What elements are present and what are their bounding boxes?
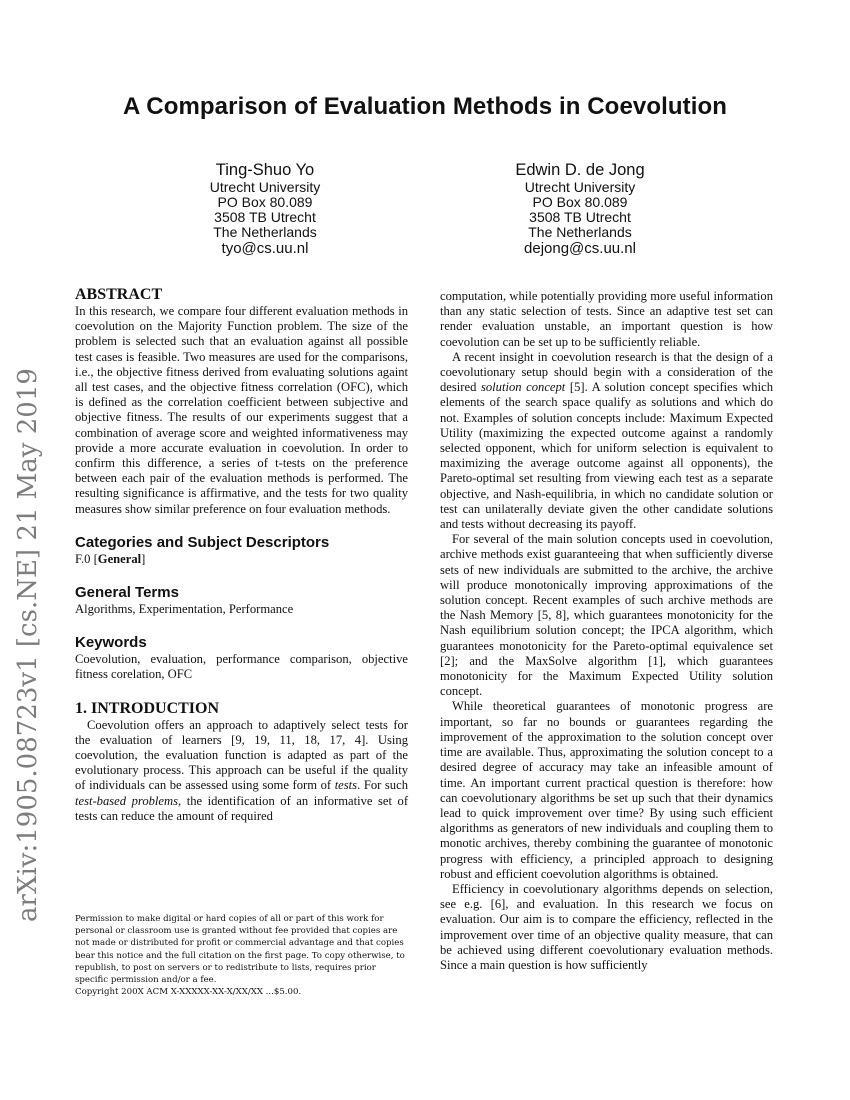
author-address: 3508 TB Utrecht: [214, 209, 316, 225]
intro-emphasis: tests: [334, 778, 358, 793]
intro-text: Coevolution offers an approach to adaptively select tests for the evaluation of learners [9, 19, 11, 18, 17, 4]. Using coevolution, the evaluation function is adapted as part of the evolutionary process. This approach can be useful if the quality of individuals can be assessed using some form of: [75, 717, 408, 793]
intro-paragraph: Efficiency in coevolutionary algorithms depends on selection, see e.g. [6], and evaluation. In this research we focus on evaluation. Our aim is to compare the efficiency, reflected in the improvement over time of an objective quality measure, that can be achieved using different coevolutionary evaluation methods. Since a main question is how sufficiently: [440, 881, 773, 972]
paper-title: A Comparison of Evaluation Methods in Coevolution: [122, 93, 728, 120]
keywords-text: Coevolution, evaluation, performance comparison, objective fitness corelation, OFC: [75, 652, 408, 682]
intro-text: , the identification of an informative set of tests can reduce the amount of required: [75, 793, 409, 823]
author-email: dejong@cs.uu.nl: [524, 240, 636, 257]
general-terms-text: Algorithms, Experimentation, Performance: [75, 602, 294, 617]
right-column: [440, 289, 773, 973]
intro-text: A recent insight in coevolution research is that the design of a coevolutionary setup should begin with a consideration of the desired: [440, 349, 773, 395]
intro-text: . For such: [357, 778, 408, 793]
abstract-text: In this research, we compare four different evaluation methods in coevolution on the Majority Function problem. The size of the problem is selected such that an evaluation against all possible test cases is feasible. Two measures are used for the comparisons, i.e., the objective fitness derived from evaluating solutions againt all test cases, and the objective fitness correlation (OFC), which is defined as the correlation coefficient between subjective and objective fitness. The results of our experiments suggest that a combination of average score and weighted informativeness may provide a more accurate evaluation in coevolution. In order to confirm this difference, a series of t-tests on the preference between each pair of the evaluation methods is performed. The resulting significance is affirmative, and the tests for two quality measures show similar preference on four evaluation methods.: [75, 304, 408, 516]
intro-paragraph: [440, 350, 773, 532]
author-country: The Netherlands: [528, 224, 632, 240]
permission-text: Permission to make digital or hard copies of all or part of this work for personal or classroom use is granted without fee provided that copies are not made or distributed for profit or commercial advantage and that copies bear this notice and the full citation on the first page. To copy otherwise, to republish, to post on servers or to redistribute to lists, requires prior specific permission and/or a fee.: [75, 914, 405, 986]
author-address: PO Box 80.089: [532, 194, 628, 210]
permission-notice: [75, 913, 408, 998]
copyright-line: Copyright 200X ACM X-XXXXX-XX-X/XX/XX ...$5.00.: [75, 987, 302, 998]
category-label: General: [97, 551, 142, 566]
arxiv-identifier: arXiv:1905.08723v1 [cs.NE] 21 May 2019: [13, 368, 43, 922]
author-country: The Netherlands: [213, 224, 317, 240]
intro-paragraph: While theoretical guarantees of monotonic progress are important, so far no bounds or guarantees regarding the improvement of the approximation to the solution concept over time are available. Thus, approximating the solution concept to a desired degree of accuracy may take an infeasible amount of time. An important current practical question is therefore: how can coevolutionary algorithms be set up such that their dynamics lead to quick improvement over time? By using such efficient algorithms as generators of new individuals and coupling them to monotic archives, thereby combining the guarantee of monotonic progress with efficiency, a principled approach to designing robust and efficient coevolution algorithms is obtained.: [440, 699, 773, 881]
author-name: Ting-Shuo Yo: [215, 161, 315, 179]
author-name: Edwin D. de Jong: [515, 161, 645, 179]
left-column: [75, 286, 408, 824]
abstract-heading: ABSTRACT: [75, 286, 163, 303]
author-block: [460, 161, 700, 257]
intro-paragraph: For several of the main solution concepts used in coevolution, archive methods exist guaranteeing that when sufficiently diverse sets of new individuals are submitted to the archive, the archive will produce monotonically improving approximations of the solution concept. Recent examples of such archive methods are the Nash Memory [5, 8], which guarantees monotonicity for the Nash equilibrium solution concept; the IPCA algorithm, which guarantees monotonicity for the Pareto-optimal equivalence set [2]; and the MaxSolve algorithm [1], which guarantees monotonicity for the Maximum Expected Utility solution concept.: [440, 532, 773, 699]
author-email: tyo@cs.uu.nl: [221, 240, 309, 257]
intro-emphasis: test-based problems: [75, 793, 179, 808]
intro-text: [5]. A solution concept specifies which elements of the search space qualify as solutions and which do not. Examples of solution concepts include: Maximum Expected Utility (maximizing the expected outcome against a randomly selected opponent, which for uniform selection is equivalent to maximizing the average outcome against all opponents), the Pareto-optimal set resulting from viewing each test as a separate objective, and Nash-equilibria, in which no candidate solution or test can unilaterally deviate given the other candidate solutions and tests without decreasing its payoff.: [440, 380, 773, 532]
author-affiliation: Utrecht University: [524, 179, 636, 195]
keywords-heading: Keywords: [75, 634, 147, 652]
category-code: F.0: [75, 551, 91, 566]
general-terms-heading: General Terms: [75, 584, 179, 602]
intro-emphasis: solution concept: [480, 380, 566, 395]
introduction-heading: 1. INTRODUCTION: [75, 699, 220, 717]
intro-paragraph: [75, 718, 408, 824]
author-block: [145, 161, 385, 257]
categories-text: F.0 [General]: [75, 551, 146, 566]
author-address: 3508 TB Utrecht: [529, 209, 631, 225]
intro-paragraph: computation, while potentially providing more useful information than any static selection of tests. Since an adaptive test set can render evaluation unstable, an important question is how coevolution can be set up to be sufficiently reliable.: [440, 289, 773, 349]
categories-heading: Categories and Subject Descriptors: [75, 533, 330, 551]
author-address: PO Box 80.089: [217, 194, 313, 210]
author-affiliation: Utrecht University: [209, 179, 321, 195]
